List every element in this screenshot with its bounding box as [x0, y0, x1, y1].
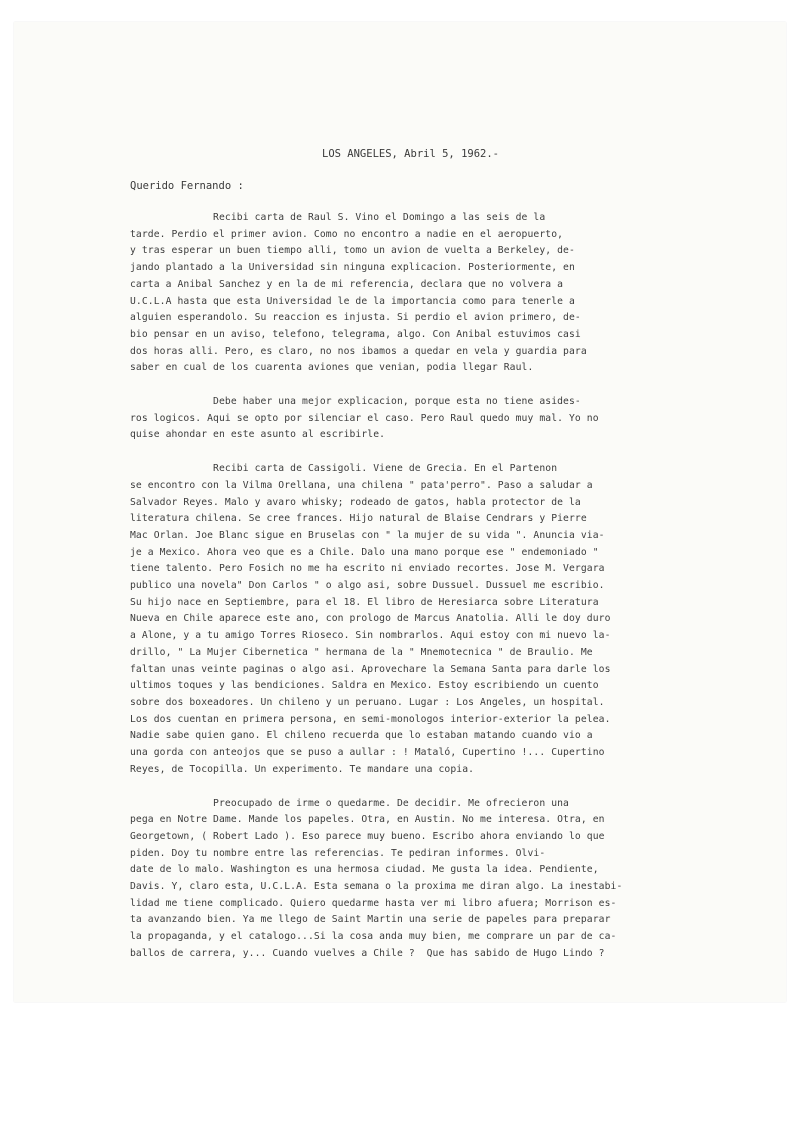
- text-line: Reyes, de Tocopilla. Un experimento. Te mandare una copia.: [130, 763, 475, 775]
- text-line: tiene talento. Pero Fosich no me ha escrito ni enviado recortes. Jose M. Vergara: [130, 563, 605, 575]
- text-line: date de lo malo. Washington es una hermosa ciudad. Me gusta la idea. Pendiente,: [130, 864, 599, 876]
- text-line: drillo, " La Mujer Cibernetica " hermana de la " Mnemotecnica " de Braulio. Me: [130, 646, 593, 658]
- text-line: ros logicos. Aqui se opto por silenciar el caso. Pero Raul quedo muy mal. Yo no: [130, 412, 599, 424]
- text-line: jando plantado a la Universidad sin ninguna explicacion. Posteriormente, en: [130, 262, 575, 274]
- text-line: dos horas alli. Pero, es claro, no nos ibamos a quedar en vela y guardia para: [130, 345, 587, 357]
- letter-dateline: LOS ANGELES, Abril 5, 1962.-: [322, 148, 500, 160]
- text-line: ballos de carrera, y... Cuando vuelves a Chile ? Que has sabido de Hugo Lindo ?: [130, 947, 605, 959]
- text-line: alguien esperandolo. Su reaccion es injusta. Si perdio el avion primero, de-: [130, 312, 581, 324]
- text-line: Los dos cuentan en primera persona, en semi-monologos interior-exterior la pelea.: [130, 713, 611, 725]
- letter-salutation: Querido Fernando :: [130, 180, 244, 192]
- text-line: ultimos toques y las bendiciones. Saldra en Mexico. Estoy escribiendo un cuento: [130, 680, 599, 692]
- text-line: Davis. Y, claro esta, U.C.L.A. Esta semana o la proxima me diran algo. La inestabi-: [130, 881, 623, 893]
- text-line: Mac Orlan. Joe Blanc sigue en Bruselas con " la mujer de su vida ". Anuncia via-: [130, 529, 605, 541]
- text-line: sobre dos boxeadores. Un chileno y un peruano. Lugar : Los Angeles, un hospital.: [130, 696, 605, 708]
- text-line: saber en cual de los cuarenta aviones que venian, podia llegar Raul.: [130, 362, 534, 374]
- paragraph-4: [130, 796, 730, 963]
- text-line: Debe haber una mejor explicacion, porque esta no tiene asides-: [130, 396, 581, 408]
- text-line: Georgetown, ( Robert Lado ). Eso parece muy bueno. Escribo ahora enviando lo que: [130, 830, 605, 842]
- text-line: je a Mexico. Ahora veo que es a Chile. Dalo una mano porque ese " endemoniado ": [130, 546, 599, 558]
- paragraph-3: [130, 461, 730, 778]
- text-line: bio pensar en un aviso, telefono, telegrama, algo. Con Anibal estuvimos casi: [130, 328, 581, 340]
- text-line: a Alone, y a tu amigo Torres Rioseco. Sin nombrarlos. Aqui estoy con mi nuevo la-: [130, 630, 611, 642]
- text-line: Nueva en Chile aparece este ano, con prologo de Marcus Anatolia. Alli le doy duro: [130, 613, 611, 625]
- text-line: Su hijo nace en Septiembre, para el 18. El libro de Heresiarca sobre Literatura: [130, 596, 599, 608]
- text-line: la propaganda, y el catalogo...Si la cosa anda muy bien, me comprare un par de ca-: [130, 931, 617, 943]
- text-line: tarde. Perdio el primer avion. Como no encontro a nadie en el aeropuerto,: [130, 228, 564, 240]
- text-line: Salvador Reyes. Malo y avaro whisky; rodeado de gatos, habla protector de la: [130, 496, 581, 508]
- text-line: Preocupado de irme o quedarme. De decidir. Me ofrecieron una: [130, 797, 569, 809]
- text-line: una gorda con anteojos que se puso a aullar : ! Mataló, Cupertino !... Cupertino: [130, 747, 605, 759]
- text-line: quise ahondar en este asunto al escribirle.: [130, 429, 386, 441]
- text-line: Recibi carta de Cassigoli. Viene de Grecia. En el Partenon: [130, 463, 558, 475]
- text-line: pega en Notre Dame. Mande los papeles. Otra, en Austin. No me interesa. Otra, en: [130, 814, 605, 826]
- text-line: carta a Anibal Sanchez y en la de mi referencia, declara que no volvera a: [130, 278, 564, 290]
- text-line: Recibi carta de Raul S. Vino el Domingo a las seis de la: [130, 212, 546, 223]
- text-line: U.C.L.A hasta que esta Universidad le de la importancia como para tenerle a: [130, 295, 575, 307]
- text-line: lidad me tiene complicado. Quiero quedarme hasta ver mi libro afuera; Morrison es-: [130, 897, 617, 909]
- text-line: y tras esperar un buen tiempo alli, tomo un avion de vuelta a Berkeley, de-: [130, 245, 575, 257]
- text-line: faltan unas veinte paginas o algo asi. Aprovechare la Semana Santa para darle los: [130, 663, 611, 675]
- text-line: ta avanzando bien. Ya me llego de Saint Martin una serie de papeles para preparar: [130, 914, 611, 926]
- letter-body: [130, 210, 730, 980]
- text-line: se encontro con la Vilma Orellana, una chilena " pata'perro". Paso a saludar a: [130, 479, 593, 491]
- text-line: publico una novela" Don Carlos " o algo asi, sobre Dussuel. Dussuel me escribio.: [130, 580, 605, 592]
- paragraph-1: [130, 210, 730, 377]
- text-line: literatura chilena. Se cree frances. Hijo natural de Blaise Cendrars y Pierre: [130, 513, 587, 525]
- text-line: piden. Doy tu nombre entre las referencias. Te pediran informes. Olvi-: [130, 847, 546, 859]
- text-line: Nadie sabe quien gano. El chileno recuerda que lo estaban matando cuando vio a: [130, 730, 593, 742]
- paragraph-2: [130, 394, 730, 444]
